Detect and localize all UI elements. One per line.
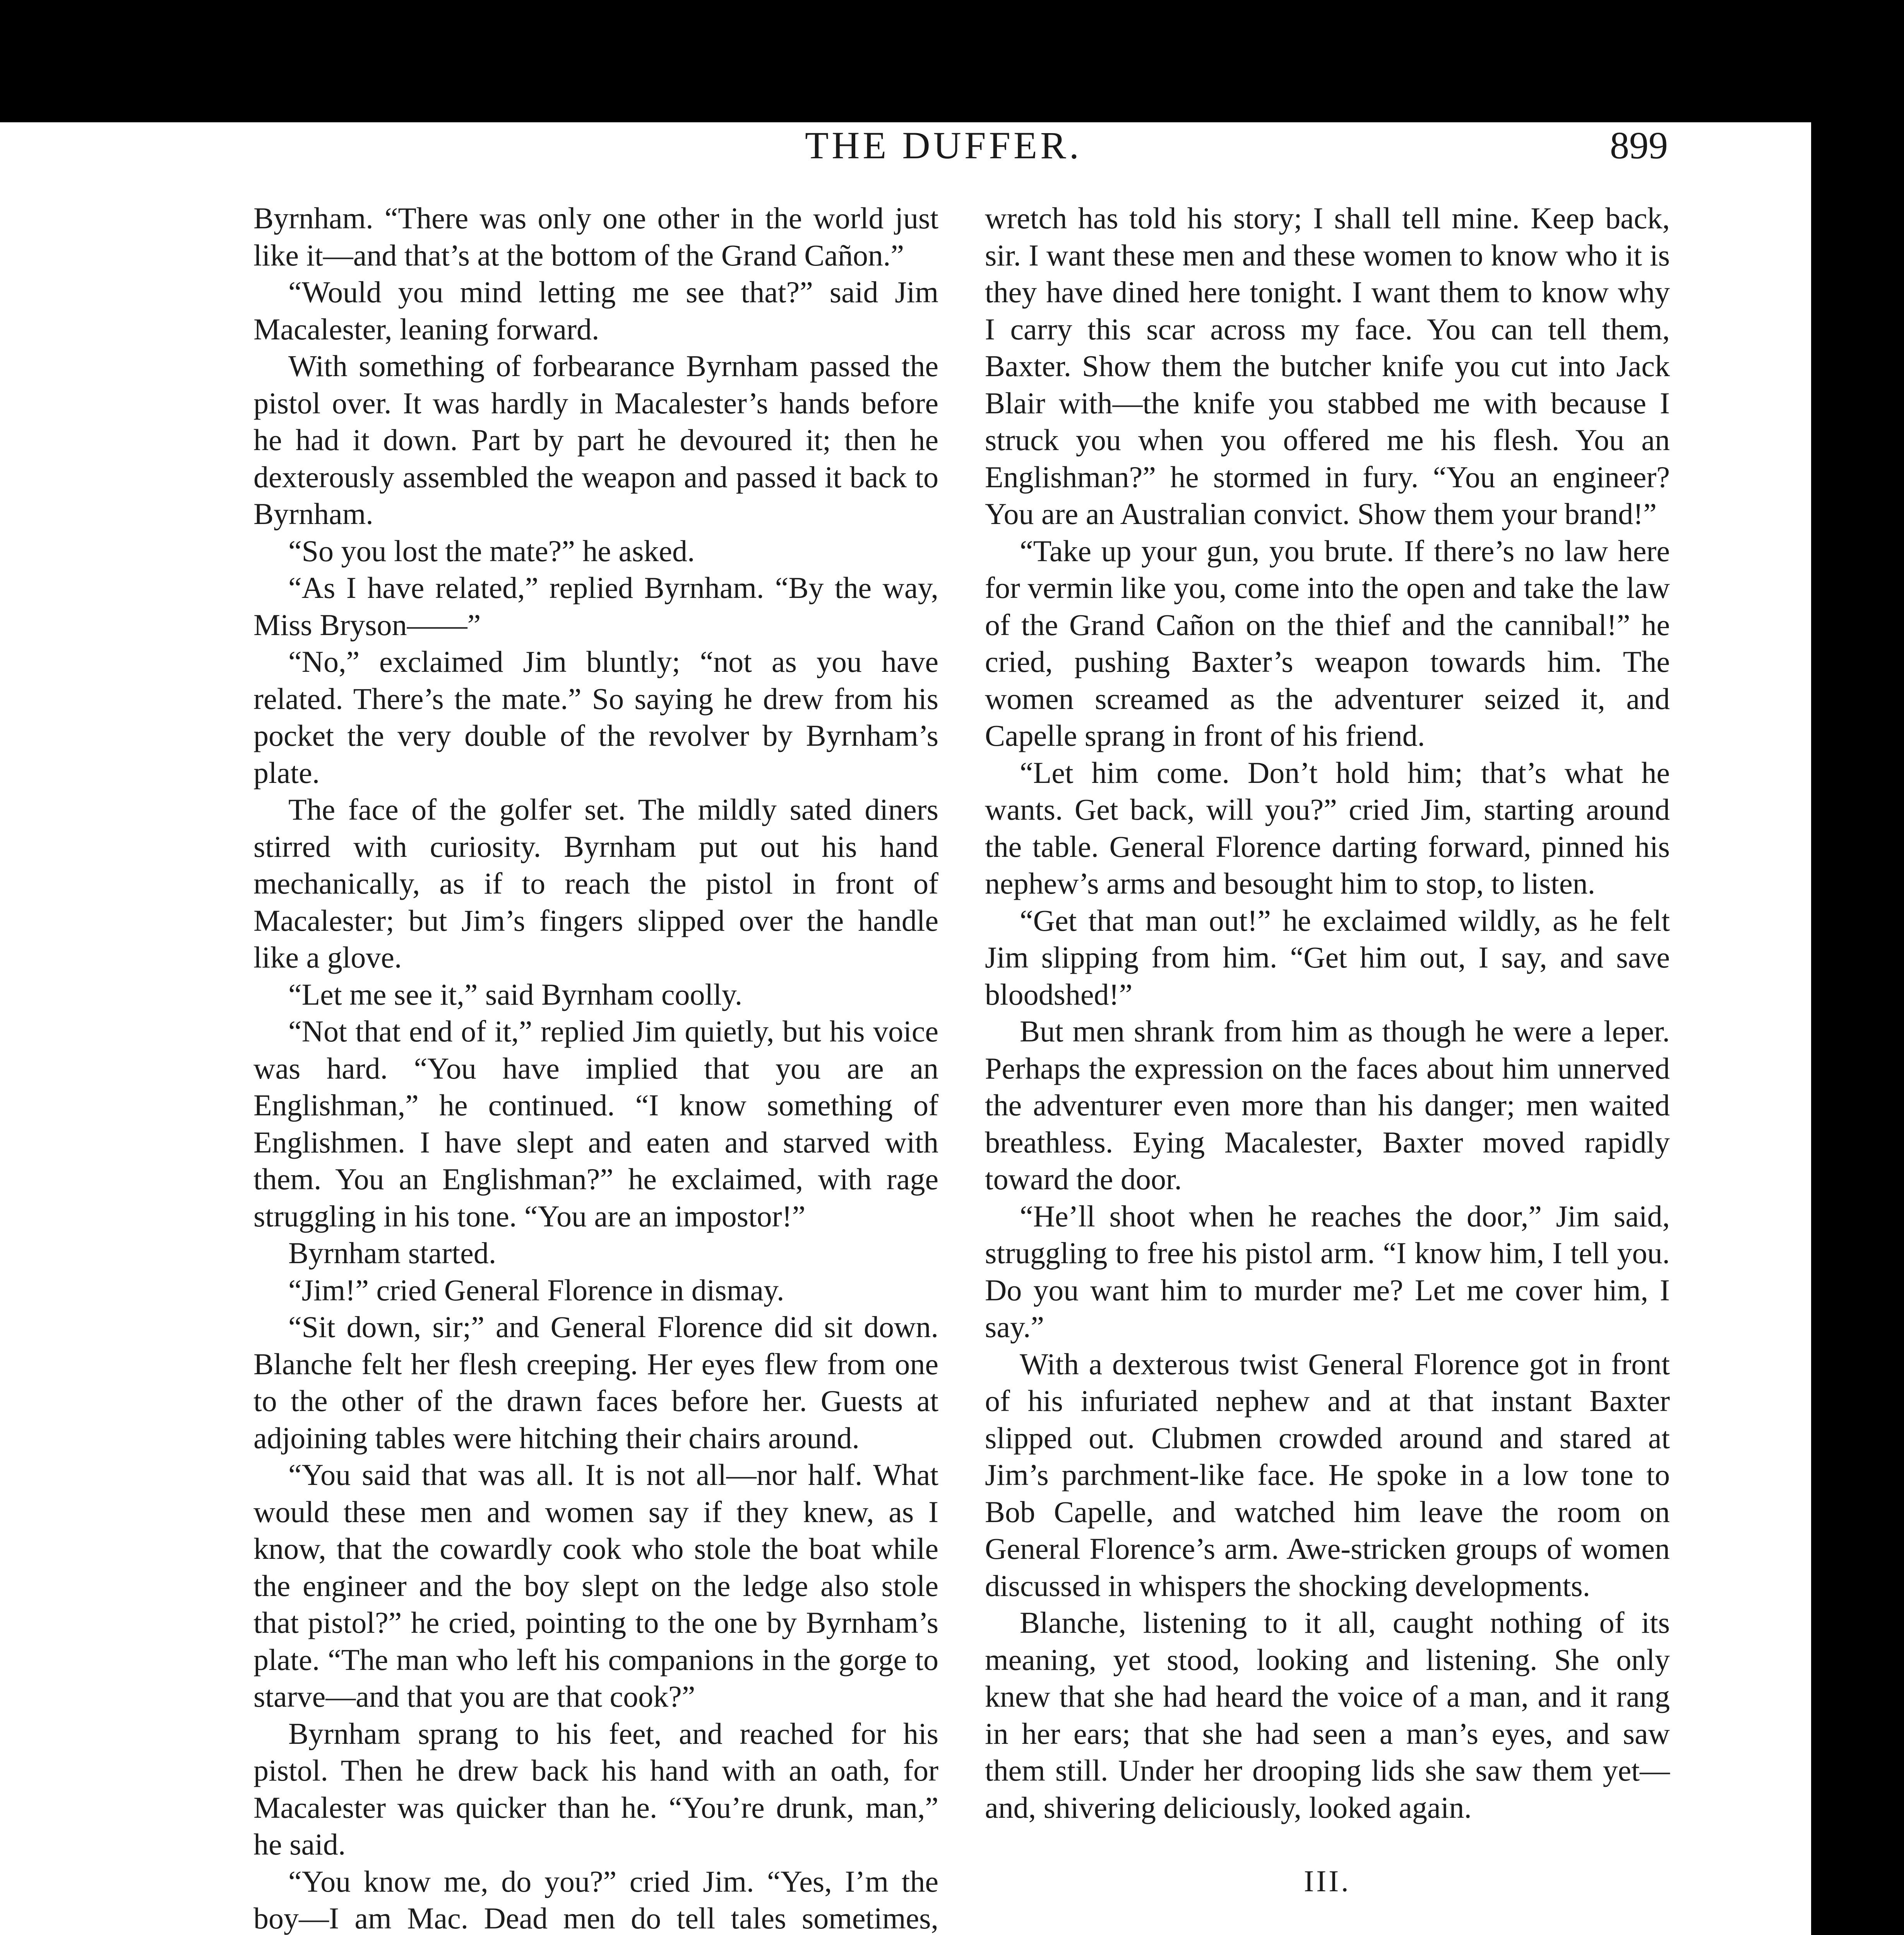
- paragraph: “Sit down, sir;” and General Florence did sit down. Blanche felt her flesh creeping. Her eyes flew from one to the other of the drawn faces before her. Guests at adjoining tables were hitching their chairs around.: [253, 1310, 938, 1455]
- paragraph: wretch has told his story; I shall tell mine. Keep back, sir. I want these men and these women to know who it is they have dined here tonight. I want them to know why I carry this scar across my face. You can tell them, Baxter. Show them the butcher knife you cut into Jack Blair with—the knife you stabbed me with because I struck you when you offered me his flesh. You an Englishman?” he stormed in fury. “You an engineer? You are an Australian convict. Show them your brand!”: [985, 201, 1670, 531]
- paragraph: Blanche, listening to it all, caught nothing of its meaning, yet stood, looking and listening. She only knew that she had heard the voice of a man, and it rang in her ears; that she had seen a man’s eyes, and saw them still. Under her drooping lids she saw them yet—and, shivering deliciously, looked again.: [985, 1606, 1670, 1824]
- page-header: [0, 123, 1811, 170]
- paragraph: Byrnham. “There was only one other in the world just like it—and that’s at the bottom of the Grand Cañon.”: [253, 201, 938, 272]
- paragraph: Byrnham sprang to his feet, and reached for his pistol. Then he drew back his hand with an oath, for Macalester was quicker than he. “You’re drunk, man,” he said.: [253, 1716, 938, 1861]
- paragraph: Byrnham started.: [288, 1236, 497, 1270]
- paragraph: “Let me see it,” said Byrnham coolly.: [288, 977, 743, 1011]
- paragraph: “No,” exclaimed Jim bluntly; “not as you have related. There’s the mate.” So saying he drew from his pocket the very double of the revolver by Byrnham’s plate.: [253, 645, 938, 789]
- paragraph: “Let him come. Don’t hold him; that’s what he wants. Get back, will you?” cried Jim, starting around the table. General Florence darting forward, pinned his nephew’s arms and besought him to stop, to listen.: [985, 755, 1670, 900]
- paragraph: “So you lost the mate?” he asked.: [288, 534, 695, 568]
- right-column: [985, 200, 1670, 1935]
- section-number: III.: [1304, 1864, 1351, 1898]
- left-column: [253, 200, 938, 1935]
- paragraph: “You said that was all. It is not all—nor half. What would these men and women say if they knew, as I know, that the cowardly cook who stole the boat while the engineer and the boy slept on the ledge also stole that pistol?” he cried, pointing to the one by Byrnham’s plate. “The man who left his companions in the gorge to starve—and that you are that cook?”: [253, 1458, 938, 1713]
- paragraph: But men shrank from him as though he were a leper. Perhaps the expression on the faces about him unnerved the adventurer even more than his danger; men waited breathless. Eying Macalester, Baxter moved rapidly toward the door.: [985, 1014, 1670, 1196]
- paragraph: “Would you mind letting me see that?” said Jim Macalester, leaning forward.: [253, 275, 938, 346]
- paragraph: With a dexterous twist General Florence got in front of his infuriated nephew and at that instant Baxter slipped out. Clubmen crowded around and stared at Jim’s parchment-like face. He spoke in a low tone to Bob Capelle, and watched him leave the room on General Florence’s arm. Awe-stricken groups of women discussed in whispers the shocking developments.: [985, 1347, 1670, 1603]
- paragraph: “As I have related,” replied Byrnham. “By the way, Miss Bryson——”: [253, 571, 938, 642]
- running-head: THE DUFFER.: [805, 124, 1082, 167]
- paragraph: “You know me, do you?” cried Jim. “Yes, I’m the boy—I am Mac. Dead men do tell tales sometimes,: [253, 1864, 938, 1935]
- paragraph: “Get that man out!” he exclaimed wildly, as he felt Jim slipping from him. “Get him out, I say, and save bloodshed!”: [985, 903, 1670, 1011]
- paragraph: “Jim!” cried General Florence in dismay.: [288, 1273, 784, 1307]
- paragraph: The face of the golfer set. The mildly sated diners stirred with curiosity. Byrnham put out his hand mechanically, as if to reach the pistol in front of Macalester; but Jim’s fingers slipped over the handle like a glove.: [253, 793, 938, 974]
- paragraph: “He’ll shoot when he reaches the door,” Jim said, struggling to free his pistol arm. “I know him, I tell you. Do you want him to murder me? Let me cover him, I say.”: [985, 1199, 1670, 1344]
- page-number: 899: [1610, 124, 1668, 167]
- paragraph: With something of forbearance Byrnham passed the pistol over. It was hardly in Macalester’s hands before he had it down. Part by part he devoured it; then he dexterously assembled the weapon and passed it back to Byrnham.: [253, 349, 938, 531]
- paragraph: “Not that end of it,” replied Jim quietly, but his voice was hard. “You have implied that you are an Englishman,” he continued. “I know something of Englishmen. I have slept and eaten and starved with them. You an Englishman?” he exclaimed, with rage struggling in his tone. “You are an impostor!”: [253, 1014, 938, 1233]
- paragraph: “Take up your gun, you brute. If there’s no law here for vermin like you, come into the open and take the law of the Grand Cañon on the thief and the cannibal!” he cried, pushing Baxter’s weapon towards him. The women screamed as the adventurer seized it, and Capelle sprang in front of his friend.: [985, 534, 1670, 752]
